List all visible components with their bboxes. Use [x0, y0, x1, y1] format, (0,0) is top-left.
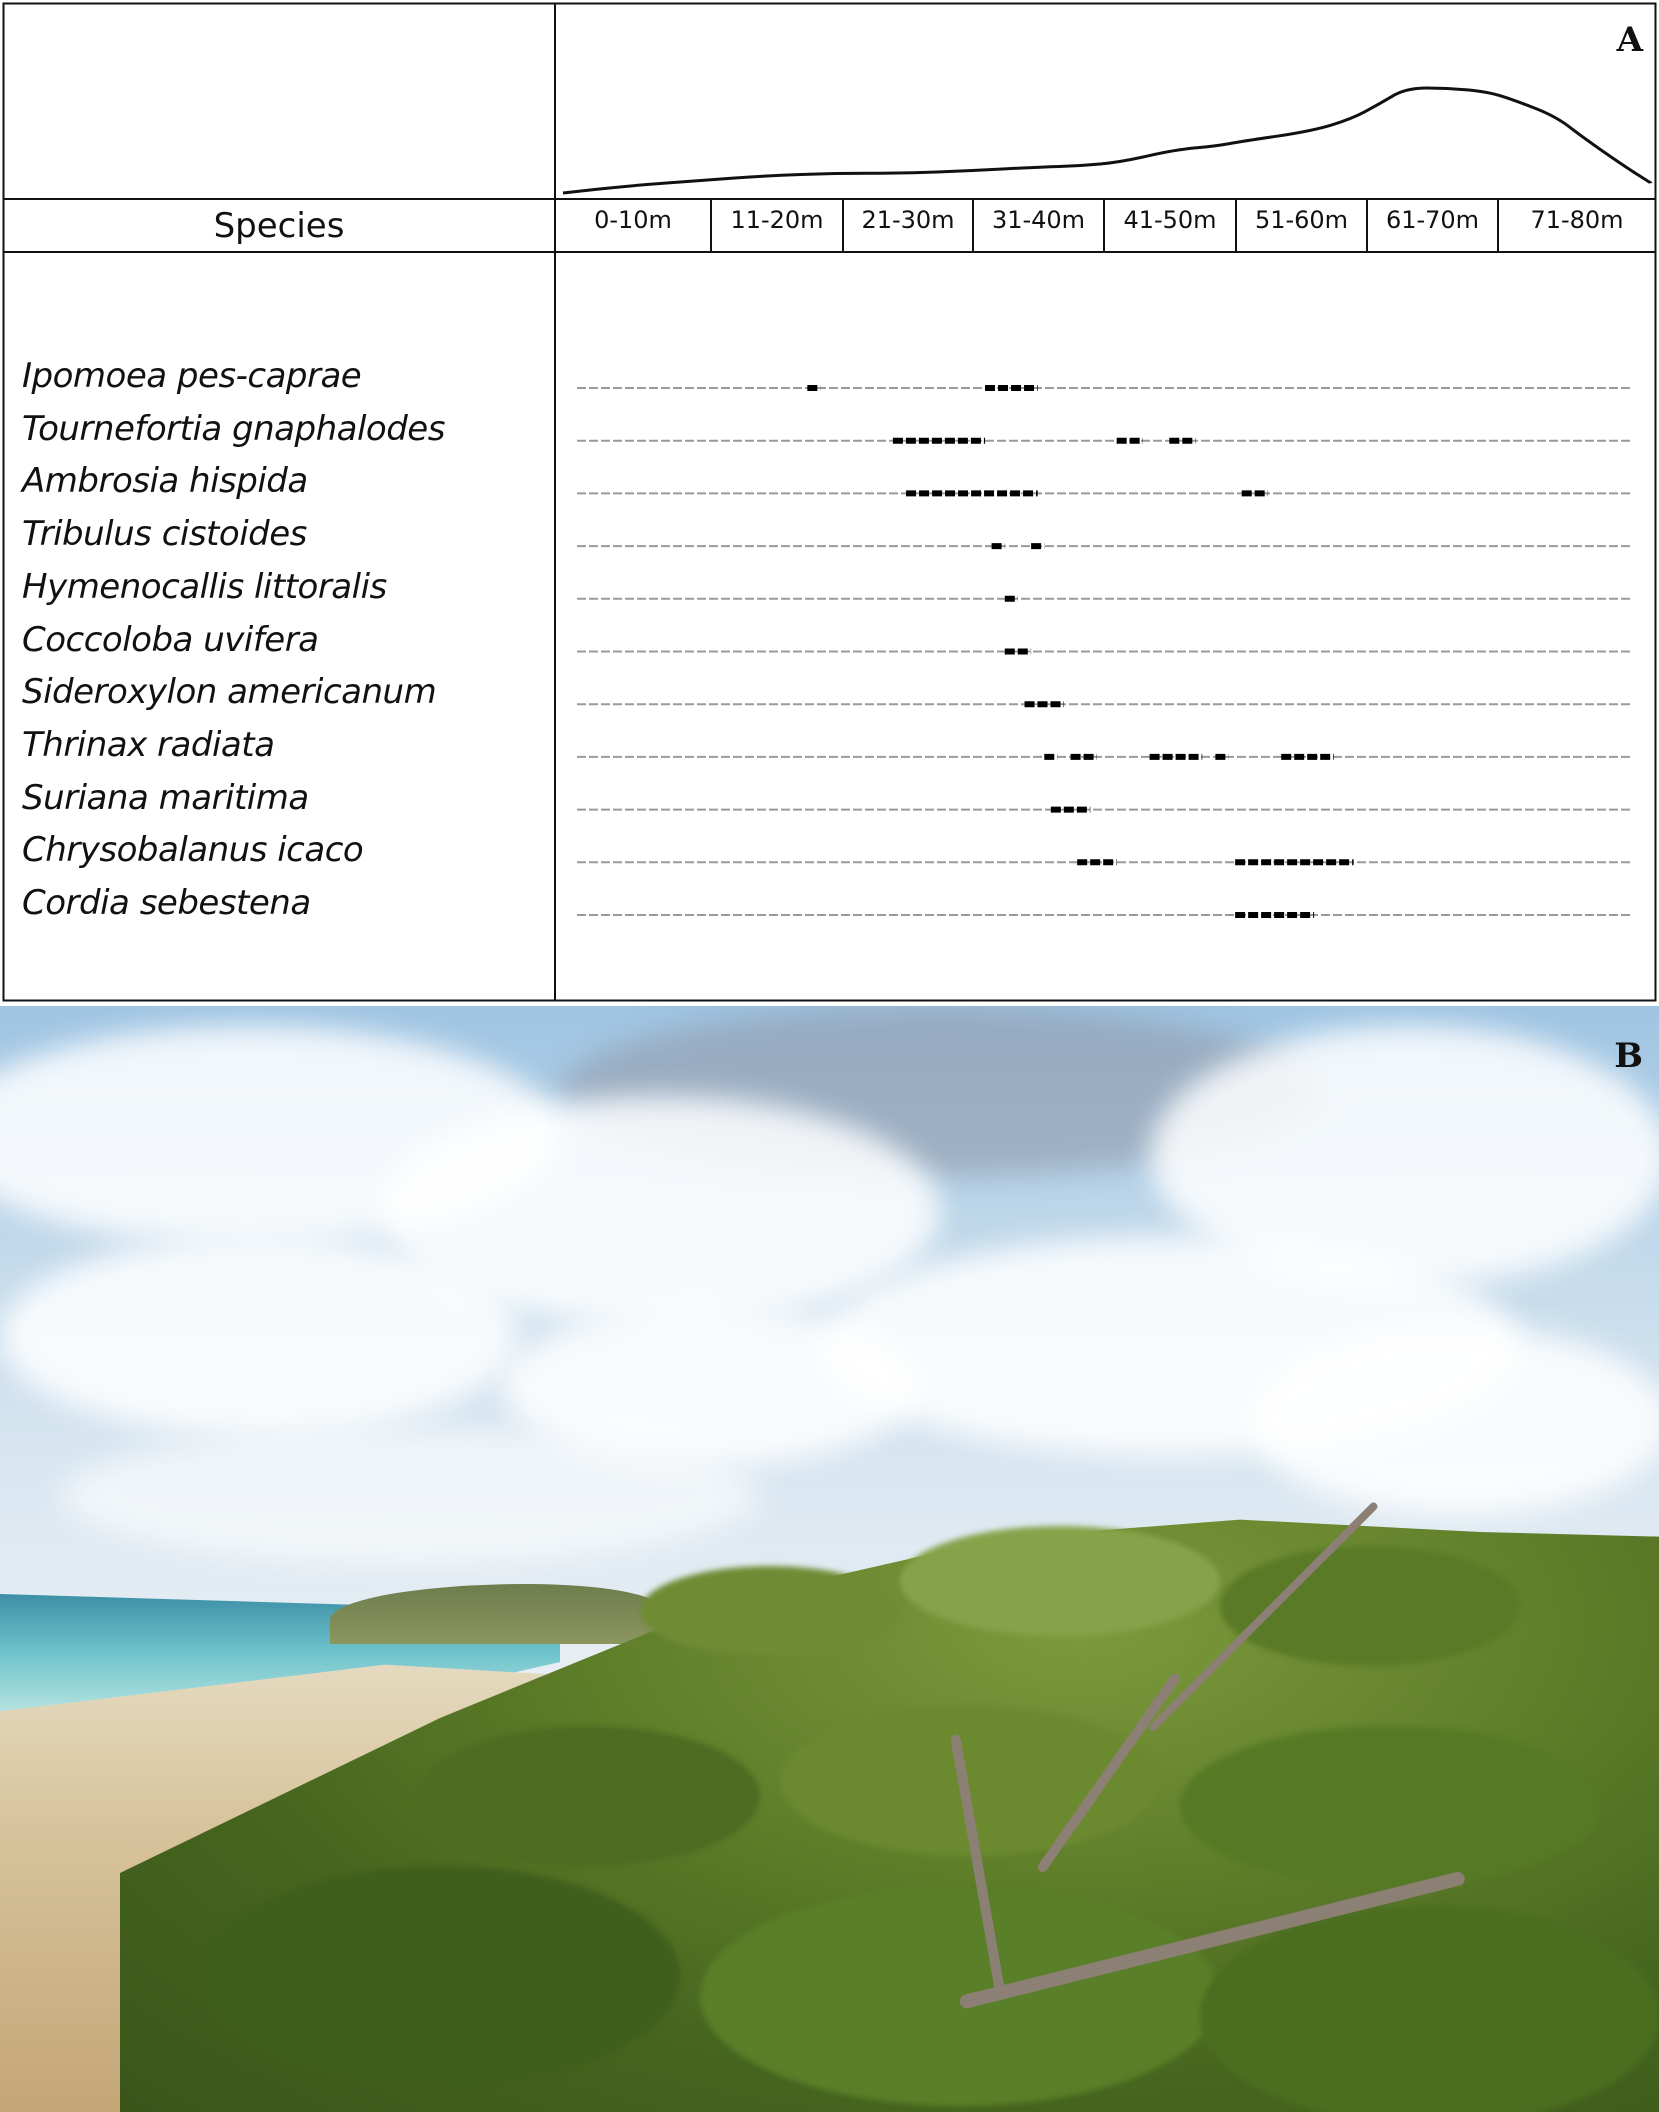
species-name: Hymenocallis littoralis	[22, 566, 387, 607]
interval-label: 31-40m	[991, 206, 1086, 234]
interval-label: 41-50m	[1123, 206, 1217, 234]
shrub	[900, 1526, 1220, 1636]
distant-vegetation	[330, 1584, 660, 1644]
species-name: Cordia sebestena	[22, 883, 311, 923]
species-rows	[577, 388, 1630, 915]
coastal-dune-photo	[0, 1006, 1659, 2112]
panel-label-b: B	[1614, 1036, 1643, 1076]
species-name: Chrysobalanus icaco	[22, 830, 364, 871]
species-name: Thrinax radiata	[22, 724, 275, 765]
species-column-header: Species	[213, 206, 345, 246]
species-name: Sideroxylon americanum	[22, 672, 437, 713]
shrub	[640, 1566, 900, 1656]
shrub	[1220, 1546, 1520, 1666]
interval-label: 71-80m	[1530, 206, 1624, 234]
species-name: Tournefortia gnaphalodes	[22, 408, 445, 449]
shrub	[200, 1866, 680, 2086]
transect-panel-a	[0, 0, 1659, 1004]
panel-label-a: A	[1616, 20, 1643, 60]
shrub	[1200, 1906, 1659, 2112]
interval-label: 0-10m	[594, 206, 672, 234]
interval-label: 51-60m	[1254, 206, 1349, 234]
cloud	[0, 1236, 520, 1436]
interval-label: 21-30m	[861, 206, 955, 234]
interval-label: 11-20m	[730, 206, 824, 234]
species-name: Suriana maritima	[22, 777, 309, 818]
cloud	[1250, 1326, 1659, 1516]
dune-profile-line	[563, 88, 1651, 193]
species-name: Coccoloba uvifera	[22, 619, 319, 660]
shrub	[1180, 1726, 1600, 1886]
shrub	[700, 1886, 1220, 2106]
cloud	[60, 1426, 760, 1566]
species-name: Ipomoea pes-caprae	[22, 356, 362, 396]
shrub	[420, 1726, 760, 1866]
interval-label: 61-70m	[1385, 206, 1480, 234]
species-name: Ambrosia hispida	[22, 461, 308, 502]
species-name: Tribulus cistoides	[22, 514, 307, 555]
